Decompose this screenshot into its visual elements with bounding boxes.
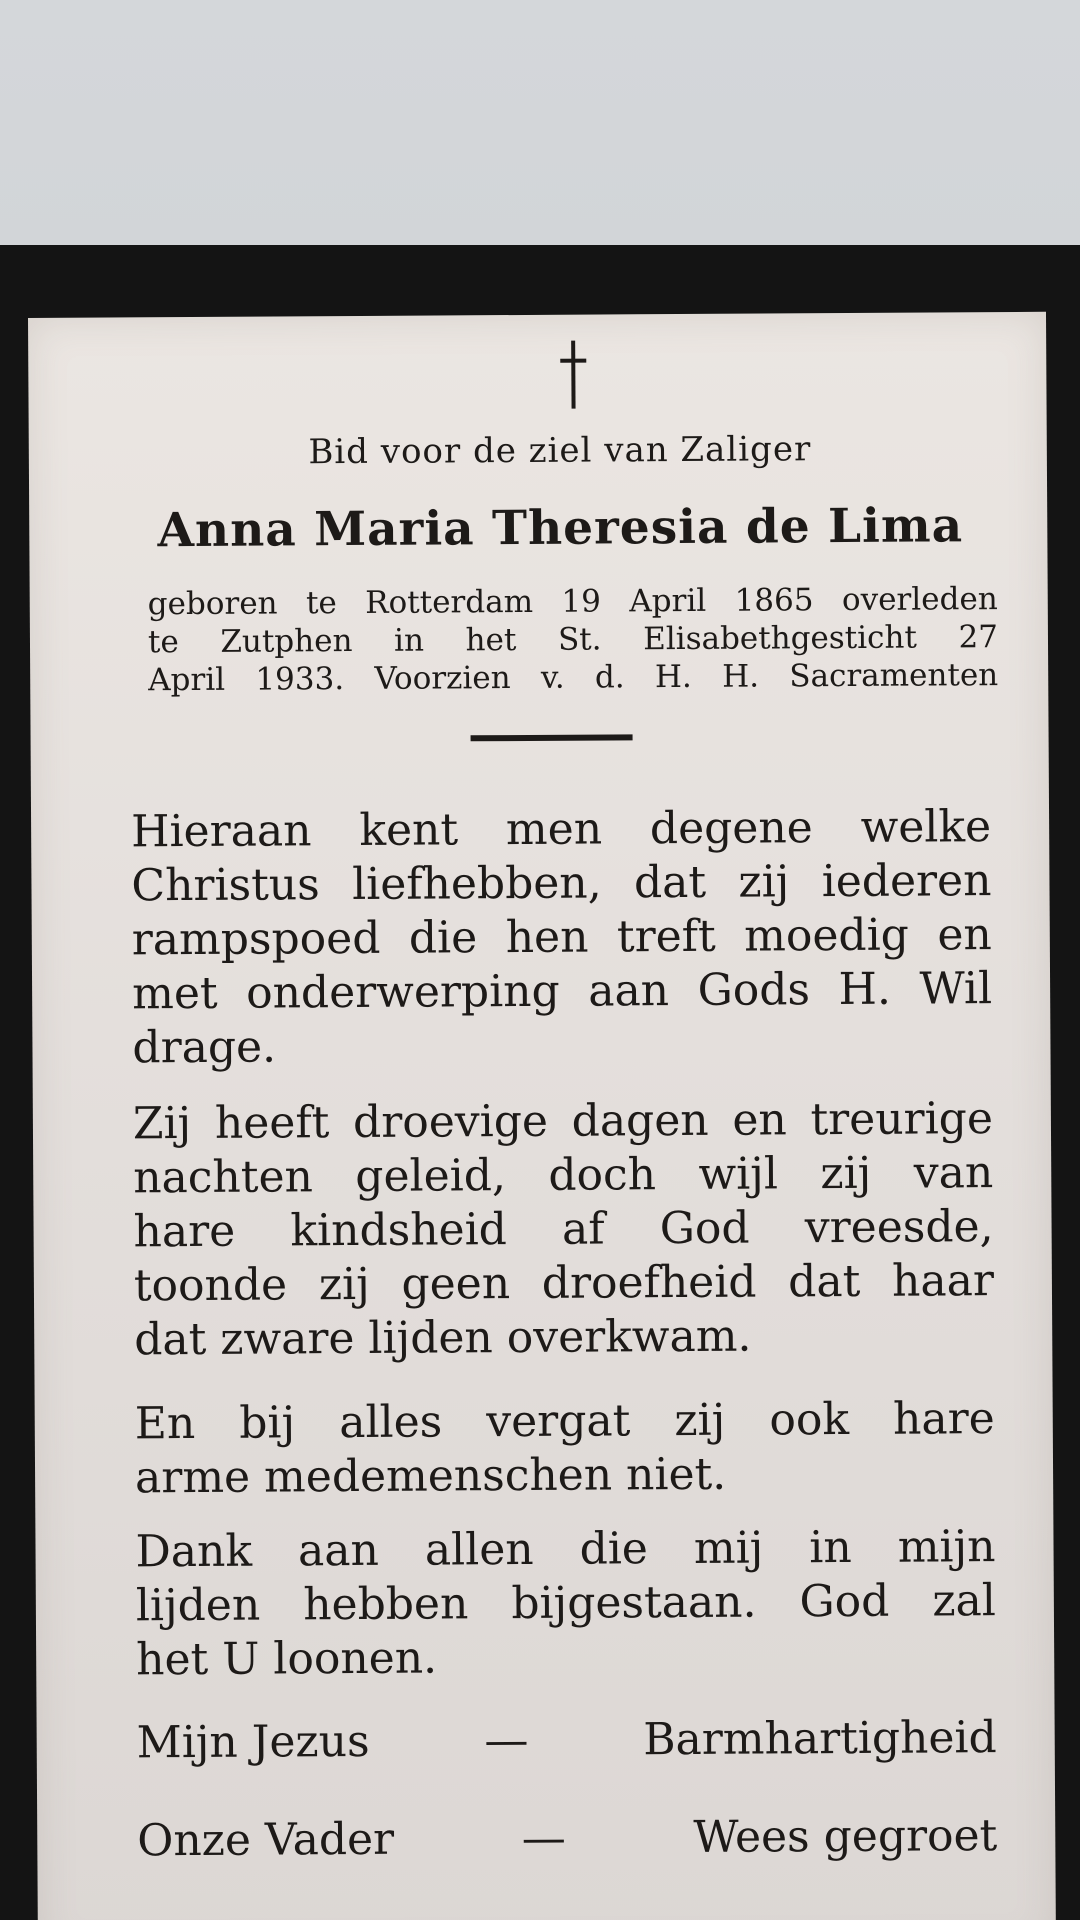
prayer-intro: Bid voor de ziel van Zaliger [308, 429, 812, 473]
prayer-left: Mijn Jezus [136, 1715, 370, 1769]
text-line: arme medemenschen niet. [134, 1448, 727, 1504]
details-line: April 1933. Voorzien v. d. H. H. Sacramenten [148, 657, 999, 699]
text-line: dat zware lijden overkwam. [134, 1310, 752, 1366]
text-line: drage. [132, 1021, 277, 1074]
text-line: Zij heeft droevige dagen en treurige [132, 1093, 994, 1150]
text-line: het U loonen. [136, 1632, 438, 1686]
details-line: geboren te Rotterdam 19 April 1865 overleden [147, 581, 998, 623]
prayer-right: Wees gegroet [693, 1810, 998, 1863]
paragraph-3 [135, 1392, 996, 1505]
birth-death-details [148, 580, 999, 699]
text-line: hare kindsheid af God vreesde, [133, 1201, 994, 1258]
paragraph-2 [133, 1092, 995, 1367]
text-line: nachten geleid, doch wijl zij van [133, 1147, 994, 1204]
memorial-card [28, 312, 1056, 1920]
paragraph-1 [131, 800, 993, 1075]
text-line: toonde zij geen droefheid dat haar [133, 1255, 995, 1312]
text-line: Dank aan allen die mij in mijn [135, 1521, 996, 1578]
prayer-right: Barmhartigheid [643, 1712, 997, 1766]
text-line: En bij alles vergat zij ook hare [134, 1393, 995, 1450]
prayer-request-row [137, 1810, 997, 1866]
details-line: te Zutphen in het St. Elisabethgesticht 27 [147, 619, 999, 661]
deceased-name: Anna Maria Theresia de Lima [157, 498, 964, 559]
prayer-left: Onze Vader [137, 1813, 395, 1867]
ejaculation-row [137, 1712, 997, 1768]
prayer-dash: — [521, 1812, 566, 1865]
text-line: Hieraan kent men degene welke [130, 801, 992, 858]
cross-icon [558, 339, 588, 411]
text-line: rampspoed die hen treft moedig en [131, 909, 992, 966]
text-line: met onderwerping aan Gods H. Wil [131, 963, 993, 1020]
text-line: lijden hebben bijgestaan. God zal [135, 1575, 997, 1632]
divider-rule [471, 734, 633, 741]
paragraph-4 [135, 1520, 996, 1687]
prayer-dash: — [484, 1714, 529, 1767]
text-line: Christus liefhebben, dat zij iederen [131, 855, 992, 912]
